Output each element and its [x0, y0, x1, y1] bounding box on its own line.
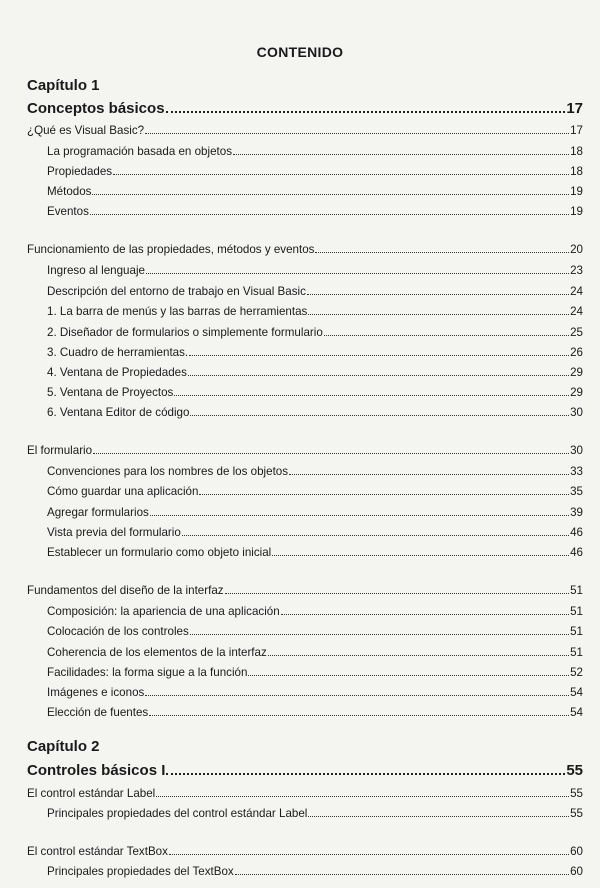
leader-dots: [174, 394, 569, 396]
leader-dots: [225, 592, 570, 594]
toc-item-text: Coherencia de los elementos de la interfaz: [47, 646, 267, 659]
chapter-heading-page: 17: [566, 100, 583, 117]
toc-item-text: La programación basada en objetos: [47, 145, 232, 158]
toc-item-row: [47, 807, 583, 820]
leader-dots: [146, 272, 569, 274]
chapter-heading-row: [27, 100, 583, 117]
toc-item-text: Propiedades: [47, 165, 113, 178]
toc-page-number: 35: [570, 485, 583, 498]
toc-item-row: [47, 646, 583, 659]
leader-dots: [235, 873, 569, 875]
toc-page-number: 19: [570, 185, 583, 198]
leader-dots: [113, 173, 569, 175]
toc-item-row: [47, 625, 583, 638]
leader-dots: [272, 554, 569, 556]
toc-page-number: 60: [570, 865, 583, 878]
leader-dots: [189, 354, 569, 356]
toc-item-text: Eventos: [47, 205, 89, 218]
toc-item-row: [47, 706, 583, 719]
chapter-heading-page: 55: [566, 762, 583, 779]
toc-page-number: 51: [570, 584, 583, 597]
toc-section-text: El formulario: [27, 444, 93, 457]
chapter-heading-text: Conceptos básicos: [27, 100, 165, 117]
toc-section-text: Fundamentos del diseño de la interfaz: [27, 584, 224, 597]
toc-page-number: 39: [570, 506, 583, 519]
toc-page-number: 20: [570, 243, 583, 256]
toc-page-number: 46: [570, 546, 583, 559]
toc-item-text: 1. La barra de menús y las barras de herramientas: [47, 305, 308, 318]
toc-item-text: Métodos: [47, 185, 92, 198]
leader-dots: [166, 110, 566, 113]
toc-section-row: [27, 584, 583, 597]
toc-section-text: El control estándar TextBox: [27, 845, 168, 858]
toc-item-row: [47, 305, 583, 318]
toc-page-number: 26: [570, 346, 583, 359]
leader-dots: [190, 414, 569, 416]
leader-dots: [93, 452, 569, 454]
toc-item-text: Facilidades: la forma sigue a la función: [47, 666, 248, 679]
toc-page-number: 24: [570, 305, 583, 318]
toc-item-row: [47, 205, 583, 218]
toc-item-row: [47, 406, 583, 419]
toc-page-number: 54: [570, 706, 583, 719]
toc-item-row: [47, 506, 583, 519]
toc-section-row: [27, 243, 583, 256]
leader-dots: [145, 132, 569, 134]
leader-dots: [315, 251, 569, 253]
toc-page-number: 23: [570, 264, 583, 277]
toc-item-text: Agregar formularios: [47, 506, 149, 519]
toc-page-number: 29: [570, 386, 583, 399]
toc-item-row: [47, 185, 583, 198]
toc-item-text: 4. Ventana de Propiedades: [47, 366, 187, 379]
toc-page-number: 19: [570, 205, 583, 218]
toc-item-row: [47, 526, 583, 539]
toc-page-number: 55: [570, 787, 583, 800]
leader-dots: [145, 694, 569, 696]
leader-dots: [90, 213, 569, 215]
toc-page-number: 30: [570, 406, 583, 419]
leader-dots: [308, 313, 569, 315]
toc-section-text: El control estándar Label: [27, 787, 156, 800]
toc-item-row: [47, 465, 583, 478]
leader-dots: [182, 534, 569, 536]
page-title: CONTENIDO: [256, 44, 344, 60]
leader-dots: [190, 633, 569, 635]
toc-item-row: [47, 485, 583, 498]
leader-dots: [92, 193, 569, 195]
toc-page-number: 18: [570, 165, 583, 178]
toc-item-text: Cómo guardar una aplicación: [47, 485, 199, 498]
toc-item-row: [47, 605, 583, 618]
toc-item-row: [47, 264, 583, 277]
toc-item-text: Principales propiedades del TextBox: [47, 865, 234, 878]
leader-dots: [233, 153, 569, 155]
toc-section-text: ¿Qué es Visual Basic?: [27, 124, 145, 137]
toc-item-text: Convenciones para los nombres de los objetos: [47, 465, 289, 478]
leader-dots: [199, 493, 569, 495]
leader-dots: [169, 853, 569, 855]
toc-page-number: 33: [570, 465, 583, 478]
toc-section-row: [27, 845, 583, 858]
toc-page-number: 51: [570, 625, 583, 638]
toc-item-text: Elección de fuentes: [47, 706, 149, 719]
toc-page-number: 46: [570, 526, 583, 539]
toc-item-text: Ingreso al lenguaje: [47, 264, 145, 277]
leader-dots: [149, 714, 569, 716]
toc-item-row: [47, 346, 583, 359]
chapter-label: Capítulo 1: [27, 77, 100, 94]
toc-section-text: Funcionamiento de las propiedades, métodos y eventos: [27, 243, 315, 256]
toc-item-row: [47, 546, 583, 559]
leader-dots: [150, 514, 569, 516]
toc-item-text: Vista previa del formulario: [47, 526, 181, 539]
toc-page-number: 29: [570, 366, 583, 379]
toc-section-row: [27, 787, 583, 800]
toc-section-row: [27, 444, 583, 457]
toc-page-number: 25: [570, 326, 583, 339]
chapter-heading-row: [27, 762, 583, 779]
toc-item-text: 5. Ventana de Proyectos: [47, 386, 174, 399]
toc-item-row: [47, 165, 583, 178]
toc-page-number: 51: [570, 646, 583, 659]
toc-item-row: [47, 386, 583, 399]
toc-item-row: [47, 666, 583, 679]
toc-page-number: 18: [570, 145, 583, 158]
leader-dots: [166, 772, 565, 775]
toc-page-number: 30: [570, 444, 583, 457]
toc-item-text: Principales propiedades del control estándar Label: [47, 807, 308, 820]
leader-dots: [156, 795, 569, 797]
toc-item-text: Imágenes e iconos: [47, 686, 145, 699]
toc-page-number: 51: [570, 605, 583, 618]
leader-dots: [289, 473, 569, 475]
toc-page-number: 52: [570, 666, 583, 679]
leader-dots: [308, 815, 569, 817]
leader-dots: [307, 293, 569, 295]
chapter-heading-text: Controles básicos I: [27, 762, 166, 779]
leader-dots: [248, 674, 569, 676]
toc-section-row: [27, 124, 583, 137]
chapter-label: Capítulo 2: [27, 738, 100, 755]
toc-item-row: [47, 285, 583, 298]
toc-item-text: Composición: la apariencia de una aplicación: [47, 605, 280, 618]
toc-item-row: [47, 686, 583, 699]
toc-item-text: 6. Ventana Editor de código: [47, 406, 190, 419]
leader-dots: [281, 613, 569, 615]
toc-item-row: [47, 865, 583, 878]
leader-dots: [324, 334, 569, 336]
toc-item-row: [47, 366, 583, 379]
toc-page-number: 17: [570, 124, 583, 137]
toc-item-row: [47, 326, 583, 339]
toc-item-text: Colocación de los controles: [47, 625, 189, 638]
toc-item-row: [47, 145, 583, 158]
toc-item-text: Establecer un formulario como objeto inicial: [47, 546, 272, 559]
toc-item-text: Descripción del entorno de trabajo en Visual Basic: [47, 285, 306, 298]
toc-item-text: 3. Cuadro de herramientas.: [47, 346, 189, 359]
leader-dots: [188, 374, 569, 376]
toc-page-number: 60: [570, 845, 583, 858]
toc-page-number: 55: [570, 807, 583, 820]
leader-dots: [268, 654, 569, 656]
toc-page-number: 24: [570, 285, 583, 298]
toc-page-number: 54: [570, 686, 583, 699]
toc-item-text: 2. Diseñador de formularios o simplemente formulario: [47, 326, 323, 339]
